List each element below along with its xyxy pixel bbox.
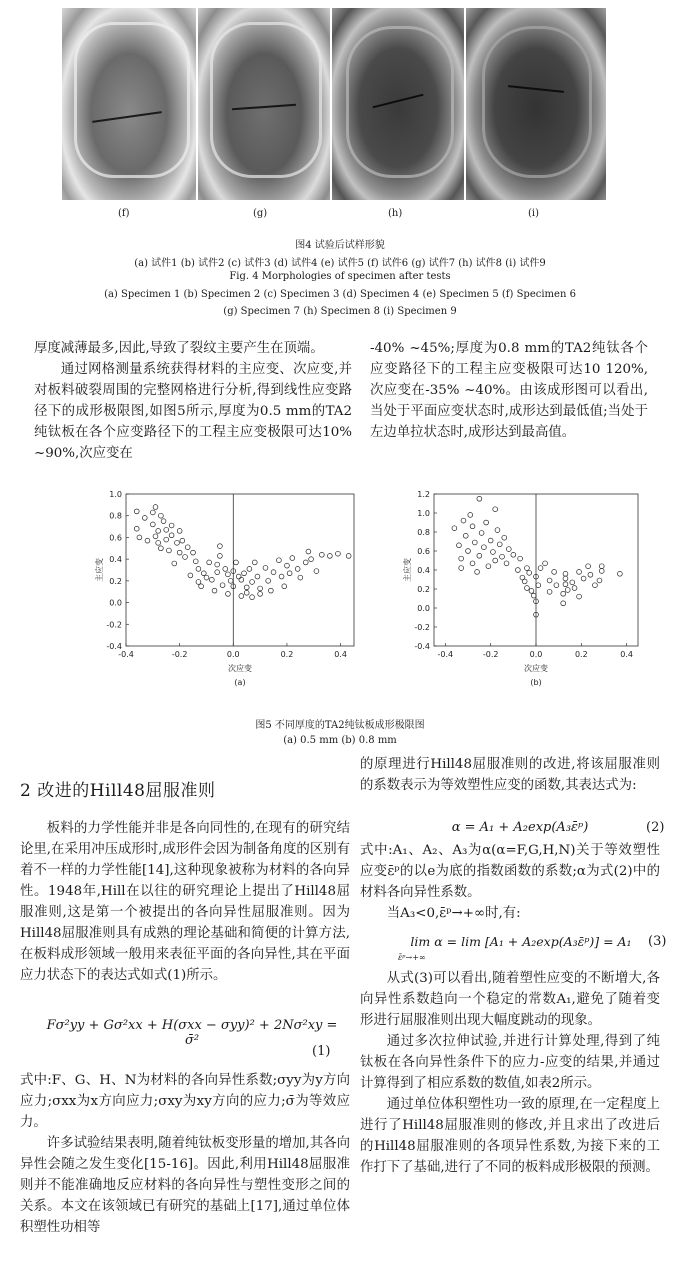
data-point	[461, 518, 466, 523]
data-point	[522, 579, 527, 584]
data-point	[481, 545, 486, 550]
y-tick-label: 0.4	[109, 555, 122, 565]
text-column-left-top	[34, 338, 352, 464]
data-point	[327, 553, 332, 558]
data-point	[452, 526, 457, 531]
data-point	[177, 550, 182, 555]
data-point	[153, 534, 158, 539]
data-point	[538, 566, 543, 571]
section-title: 2 改进的Hill48屈服准则	[20, 781, 216, 801]
data-point	[506, 547, 511, 552]
text-column-right-top	[370, 338, 648, 443]
y-tick-label: 0.0	[109, 598, 122, 608]
data-point	[527, 570, 532, 575]
paragraph: 的原理进行Hill48屈服准则的改进,将该屈服准则的系数表示为等效塑性应变的函数,其表达式为:	[360, 757, 660, 793]
data-point	[239, 594, 244, 599]
data-point	[204, 575, 209, 580]
data-point	[493, 558, 498, 563]
data-point	[169, 523, 174, 528]
data-point	[196, 567, 201, 572]
data-point	[169, 533, 174, 538]
data-point	[226, 591, 231, 596]
paragraph: 通过单位体积塑性功一致的原理,在一定程度上进行了Hill48屈服准则的修改,并且求出了改进后的Hill48屈服准则的各项异性系数,为接下来的工作打下了基础,进行了不同的板料成形极限的预测。	[360, 1097, 660, 1175]
y-tick-label: 0.6	[109, 533, 122, 543]
data-point	[212, 588, 217, 593]
data-point	[459, 556, 464, 561]
data-point	[236, 574, 241, 579]
y-axis-label: 主应变	[403, 558, 412, 582]
data-point	[279, 574, 284, 579]
data-point	[547, 589, 552, 594]
data-point	[547, 578, 552, 583]
paragraph: 从式(3)可以看出,随着塑性应变的不断增大,各向异性系数趋向一个稳定的常数A₁,避免了随着变形进行屈服准则出现大幅度跳动的现象。	[360, 971, 660, 1028]
paragraph: 通过多次拉伸试验,并进行计算处理,得到了纯钛板在各向异性条件下的应力-应变的结果,并通过计算得到了相应系数的数值,如表2所示。	[360, 1034, 660, 1091]
y-tick-label: -0.2	[414, 623, 430, 632]
data-point	[298, 575, 303, 580]
data-point	[484, 520, 489, 525]
data-point	[577, 570, 582, 575]
data-point	[525, 586, 530, 591]
data-point	[201, 571, 206, 576]
data-point	[258, 586, 263, 591]
data-point	[158, 513, 163, 518]
data-point	[536, 583, 541, 588]
x-tick-label: -0.4	[118, 650, 134, 659]
data-point	[565, 588, 570, 593]
figure4-caption-cn: 图4 试验后试样形貌	[295, 240, 385, 251]
x-tick-label: 0.4	[620, 650, 634, 659]
y-tick-label: 0.0	[417, 604, 430, 613]
data-point	[303, 560, 308, 565]
x-axis-label: 次应变	[228, 664, 252, 673]
panel-label-f: (f)	[118, 208, 130, 219]
paragraph: 式中:A₁、A₂、A₃为α(α=F,G,H,N)关于等效塑性应变ε̄ᵖ的以e为底的指数函数的系数;α为式(2)中的材料各向异性系数。	[360, 843, 660, 900]
data-point	[511, 552, 516, 557]
data-point	[491, 550, 496, 555]
data-point	[572, 586, 577, 591]
y-tick-label: 0.2	[417, 585, 430, 594]
x-tick-label: 0.2	[280, 650, 294, 659]
panel-label: (a)	[234, 678, 246, 687]
data-point	[593, 583, 598, 588]
data-point	[150, 522, 155, 527]
data-point	[244, 590, 249, 595]
data-point	[588, 572, 593, 577]
equation-3-subscript: ε̄ᵖ→+∞	[398, 953, 426, 962]
data-point	[477, 496, 482, 501]
data-point	[295, 567, 300, 572]
data-point	[525, 566, 530, 571]
data-point	[191, 550, 196, 555]
data-point	[153, 505, 158, 510]
data-point	[497, 542, 502, 547]
data-point	[156, 529, 161, 534]
data-point	[561, 591, 566, 596]
data-point	[161, 519, 166, 524]
data-point	[209, 577, 214, 582]
data-point	[346, 553, 351, 558]
data-point	[188, 573, 193, 578]
equation-1-number: (1)	[312, 1044, 331, 1059]
data-point	[215, 562, 220, 567]
figure4-subcaption-en-2: (g) Specimen 7 (h) Specimen 8 (i) Specimen 9	[223, 306, 457, 317]
data-point	[552, 570, 557, 575]
data-point	[142, 515, 147, 520]
y-tick-label: 0.4	[417, 566, 430, 575]
data-point	[457, 543, 462, 548]
data-point	[164, 527, 169, 532]
data-point	[134, 526, 139, 531]
data-point	[220, 583, 225, 588]
data-point	[597, 578, 602, 583]
data-point	[226, 572, 231, 577]
y-tick-label: 1.2	[417, 490, 430, 499]
data-point	[285, 563, 290, 568]
data-point	[164, 537, 169, 542]
data-point	[271, 570, 276, 575]
data-point	[196, 580, 201, 585]
figure5-caption: 图5 不同厚度的TA2纯钛板成形极限图	[255, 720, 425, 731]
data-point	[502, 535, 507, 540]
data-point	[255, 574, 260, 579]
data-point	[266, 578, 271, 583]
specimen-photo-g	[198, 8, 330, 200]
data-point	[250, 595, 255, 600]
data-point	[531, 593, 536, 598]
data-point	[223, 567, 228, 572]
equation-2: α = A₁ + A₂exp(A₃ε̄ᵖ)	[451, 820, 589, 835]
data-point	[290, 556, 295, 561]
data-point	[554, 583, 559, 588]
data-point	[199, 584, 204, 589]
y-tick-label: 0.8	[417, 528, 430, 537]
paragraph: -40% ~45%;厚度为0.8 mm的TA2纯钛各个应变路径下的工程主应变极限可达10 120%,次应变在-35% ~40%。由该成形图可以看出,当处于平面应变状态时,成形达到最低值;当处于左边单拉状态时,成形达到最高值。	[370, 341, 648, 440]
paragraph: 板料的力学性能并非是各向同性的,在现有的研究结论里,在采用冲压成形时,成形件会因为制备角度的区别有着不一样的力学性能[14],这种现象被称为材料的各向异性。1948年,Hill在以往的研究理论上提出了Hill48屈服准则,这是第一个被提出的各向异性屈服准则。因为Hill48屈服准则具有成熟的理论基础和简便的计算方法,在板料成形领域一般用来表征平面的各向异性,其在平面应力状态下的表达式如式(1)所示。	[20, 821, 350, 983]
data-point	[577, 594, 582, 599]
data-point	[156, 540, 161, 545]
y-tick-label: 1.0	[109, 490, 122, 499]
flc-chart-a	[76, 486, 366, 708]
x-tick-label: 0.2	[574, 650, 588, 659]
data-point	[137, 535, 142, 540]
x-axis-label: 次应变	[524, 664, 548, 673]
data-point	[217, 544, 222, 549]
text-column-right-bottom-2	[360, 840, 660, 924]
data-point	[252, 560, 257, 565]
text-column-right-bottom-3	[360, 968, 660, 1178]
panel-label-i: (i)	[528, 208, 540, 219]
data-point	[282, 584, 287, 589]
data-point	[247, 567, 252, 572]
data-point	[134, 509, 139, 514]
plot-frame	[126, 494, 354, 646]
y-axis-label: 主应变	[95, 558, 104, 582]
data-point	[268, 588, 273, 593]
y-tick-label: 0.6	[417, 547, 430, 556]
y-tick-label: -0.4	[106, 642, 122, 651]
text-column-left-bottom-2	[20, 1070, 350, 1238]
x-tick-label: 0.0	[529, 650, 543, 659]
data-point	[276, 558, 281, 563]
data-point	[167, 548, 172, 553]
data-point	[468, 513, 473, 518]
paragraph: 式中:F、G、H、N为材料的各向异性系数;σyy为y方向应力;σxx为x方向应力;σxy为xy方向的应力;σ̄为等效应力。	[20, 1073, 350, 1130]
data-point	[563, 582, 568, 587]
data-point	[207, 560, 212, 565]
specimen-photo-f	[62, 8, 196, 200]
data-point	[228, 578, 233, 583]
figure4-subcaption-en-1: (a) Specimen 1 (b) Specimen 2 (c) Specimen 3 (d) Specimen 4 (e) Specimen 5 (f) Specimen 6	[104, 289, 576, 300]
data-point	[599, 569, 604, 574]
data-point	[466, 549, 471, 554]
data-point	[183, 555, 188, 560]
equation-3-number: (3)	[648, 934, 667, 949]
y-tick-label: 0.2	[109, 576, 122, 586]
data-point	[518, 556, 523, 561]
data-point	[479, 531, 484, 536]
text-column-right-bottom	[360, 754, 660, 796]
x-tick-label: 0.4	[334, 650, 347, 659]
data-point	[258, 591, 263, 596]
x-tick-label: -0.4	[437, 650, 454, 659]
data-point	[314, 569, 319, 574]
data-point	[250, 580, 255, 585]
data-point	[150, 510, 155, 515]
data-point	[263, 565, 268, 570]
data-point	[470, 561, 475, 566]
data-point	[493, 507, 498, 512]
data-point	[500, 554, 505, 559]
data-point	[563, 576, 568, 581]
y-tick-label: 0.8	[109, 511, 122, 521]
data-point	[470, 524, 475, 529]
data-point	[193, 559, 198, 564]
flc-chart-b	[388, 486, 648, 708]
y-tick-label: -0.2	[106, 620, 122, 630]
equation-3: lim α = lim [A₁ + A₂exp(A₃ε̄ᵖ)] = A₁	[410, 934, 632, 949]
equation-1: Fσ²yy + Gσ²xx + H(σxx − σyy)² + 2Nσ²xy = σ̄²	[46, 1018, 338, 1048]
data-point	[177, 529, 182, 534]
specimen-photo-i	[466, 8, 606, 200]
data-point	[319, 552, 324, 557]
text-column-left-bottom	[20, 818, 350, 986]
data-point	[234, 560, 239, 565]
y-tick-label: 1.0	[417, 509, 430, 518]
data-point	[158, 546, 163, 551]
x-tick-label: 0.0	[226, 650, 240, 659]
data-point	[477, 553, 482, 558]
x-tick-label: -0.2	[171, 650, 188, 659]
paragraph: 许多试验结果表明,随着纯钛板变形量的增加,其各向异性会随之发生变化[15-16]。因此,利用Hill48屈服准则并不能准确地反应材料的各向异性与塑性变形之间的关系。本文在该领域已有研究的基础上[17],通过单位体积塑性功相等	[20, 1136, 350, 1235]
panel-label-g: (g)	[253, 208, 268, 219]
paragraph: 厚度减薄最多,因此,导致了裂纹主要产生在顶端。	[34, 341, 324, 356]
data-point	[172, 561, 177, 566]
data-point	[561, 601, 566, 606]
data-point	[486, 564, 491, 569]
data-point	[244, 585, 249, 590]
data-point	[463, 533, 468, 538]
data-point	[287, 571, 292, 576]
data-point	[459, 566, 464, 571]
equation-2-number: (2)	[646, 820, 665, 835]
panel-label-h: (h)	[388, 208, 403, 219]
panel-label: (b)	[530, 678, 542, 687]
data-point	[495, 528, 500, 533]
data-point	[217, 553, 222, 558]
data-point	[215, 570, 220, 575]
data-point	[543, 561, 548, 566]
figure4-subcaption-cn: (a) 试件1 (b) 试件2 (c) 试件3 (d) 试件4 (e) 试件5 (f) 试件6 (g) 试件7 (h) 试件8 (i) 试件9	[134, 258, 546, 269]
paragraph: 当A₃<0,ε̄ᵖ→+∞时,有:	[386, 906, 521, 921]
y-tick-label: -0.4	[414, 642, 430, 651]
data-point	[175, 540, 180, 545]
data-point	[180, 538, 185, 543]
figure4-caption-en: Fig. 4 Morphologies of specimen after tests	[229, 271, 451, 282]
data-point	[581, 576, 586, 581]
data-point	[563, 571, 568, 576]
data-point	[242, 571, 247, 576]
x-tick-label: -0.2	[482, 650, 499, 659]
data-point	[488, 538, 493, 543]
data-point	[586, 564, 591, 569]
data-point	[472, 540, 477, 545]
data-point	[145, 538, 150, 543]
data-point	[306, 549, 311, 554]
data-point	[475, 570, 480, 575]
data-point	[239, 577, 244, 582]
data-point	[617, 571, 622, 576]
data-point	[185, 545, 190, 550]
data-point	[570, 580, 575, 585]
data-point	[515, 568, 520, 573]
data-point	[336, 551, 341, 556]
data-point	[504, 561, 509, 566]
figure5-subcaption: (a) 0.5 mm (b) 0.8 mm	[283, 735, 397, 746]
data-point	[599, 564, 604, 569]
paragraph: 通过网格测量系统获得材料的主应变、次应变,并对板料破裂周围的完整网格进行分析,得到线性应变路径下的成形极限图,如图5所示,厚度为0.5 mm的TA2纯钛板在各个应变路径下的工程主应变极限可达10% ~90%,次应变在	[34, 362, 352, 461]
specimen-photo-h	[332, 8, 464, 200]
data-point	[529, 589, 534, 594]
data-point	[309, 557, 314, 562]
